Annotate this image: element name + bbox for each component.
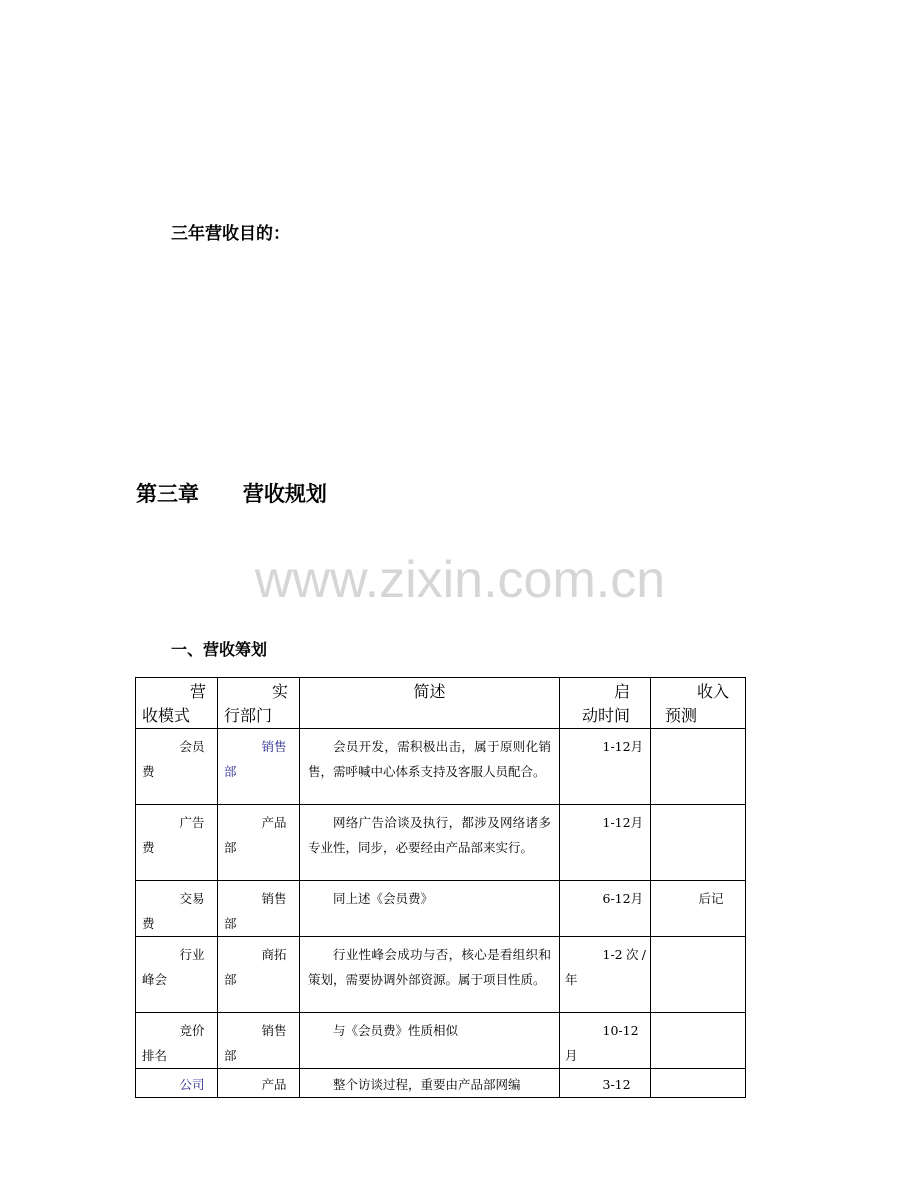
cell-dept: 产品	[218, 1069, 300, 1098]
cell-forecast	[651, 805, 746, 881]
cell-desc: 会员开发，需积极出击，属于原则化销售，需呼喊中心体系支持及客服人员配合。	[300, 729, 560, 805]
header-dept: 实行部门	[218, 678, 300, 729]
cell-forecast	[651, 1069, 746, 1098]
table-header-row	[136, 678, 746, 729]
cell-time: 3-12	[560, 1069, 651, 1098]
cell-dept: 商拓部	[218, 937, 300, 1013]
cell-time: 1-2次/年	[560, 937, 651, 1013]
revenue-plan-table	[135, 677, 746, 1098]
table-row	[136, 729, 746, 805]
targets-heading: 三年营收目的：	[171, 224, 290, 244]
cell-desc: 整个访谈过程，重要由产品部网编	[300, 1069, 560, 1098]
chapter-title: 第三章 营收规划	[136, 482, 327, 506]
cell-forecast	[651, 937, 746, 1013]
section-title: 一、营收筹划	[171, 640, 268, 659]
table-row	[136, 805, 746, 881]
cell-desc: 与《会员费》性质相似	[300, 1013, 560, 1069]
cell-mode: 公司	[136, 1069, 218, 1098]
header-time: 启动时间	[560, 678, 651, 729]
cell-desc: 同上述《会员费》	[300, 881, 560, 937]
table-row	[136, 1069, 746, 1098]
cell-dept: 销售部	[218, 881, 300, 937]
header-forecast: 收入预测	[651, 678, 746, 729]
cell-mode: 会员费	[136, 729, 218, 805]
cell-time: 1-12月	[560, 729, 651, 805]
header-mode: 营收模式	[136, 678, 218, 729]
cell-time: 1-12月	[560, 805, 651, 881]
cell-dept: 销售部	[218, 729, 300, 805]
cell-desc: 行业性峰会成功与否，核心是看组织和策划，需要协调外部资源。属于项目性质。	[300, 937, 560, 1013]
cell-mode: 行业峰会	[136, 937, 218, 1013]
cell-mode: 交易费	[136, 881, 218, 937]
cell-dept: 销售部	[218, 1013, 300, 1069]
watermark: www.zixin.com.cn	[254, 551, 666, 609]
cell-forecast	[651, 1013, 746, 1069]
header-desc: 简述	[300, 678, 560, 729]
cell-forecast	[651, 729, 746, 805]
cell-mode: 广告费	[136, 805, 218, 881]
cell-dept: 产品部	[218, 805, 300, 881]
cell-mode: 竞价排名	[136, 1013, 218, 1069]
table-row	[136, 881, 746, 937]
table-row	[136, 1013, 746, 1069]
cell-time: 6-12月	[560, 881, 651, 937]
table-row	[136, 937, 746, 1013]
cell-forecast: 后记	[651, 881, 746, 937]
cell-desc: 网络广告洽谈及执行，都涉及网络诸多专业性，同步，必要经由产品部来实行。	[300, 805, 560, 881]
cell-time: 10-12月	[560, 1013, 651, 1069]
